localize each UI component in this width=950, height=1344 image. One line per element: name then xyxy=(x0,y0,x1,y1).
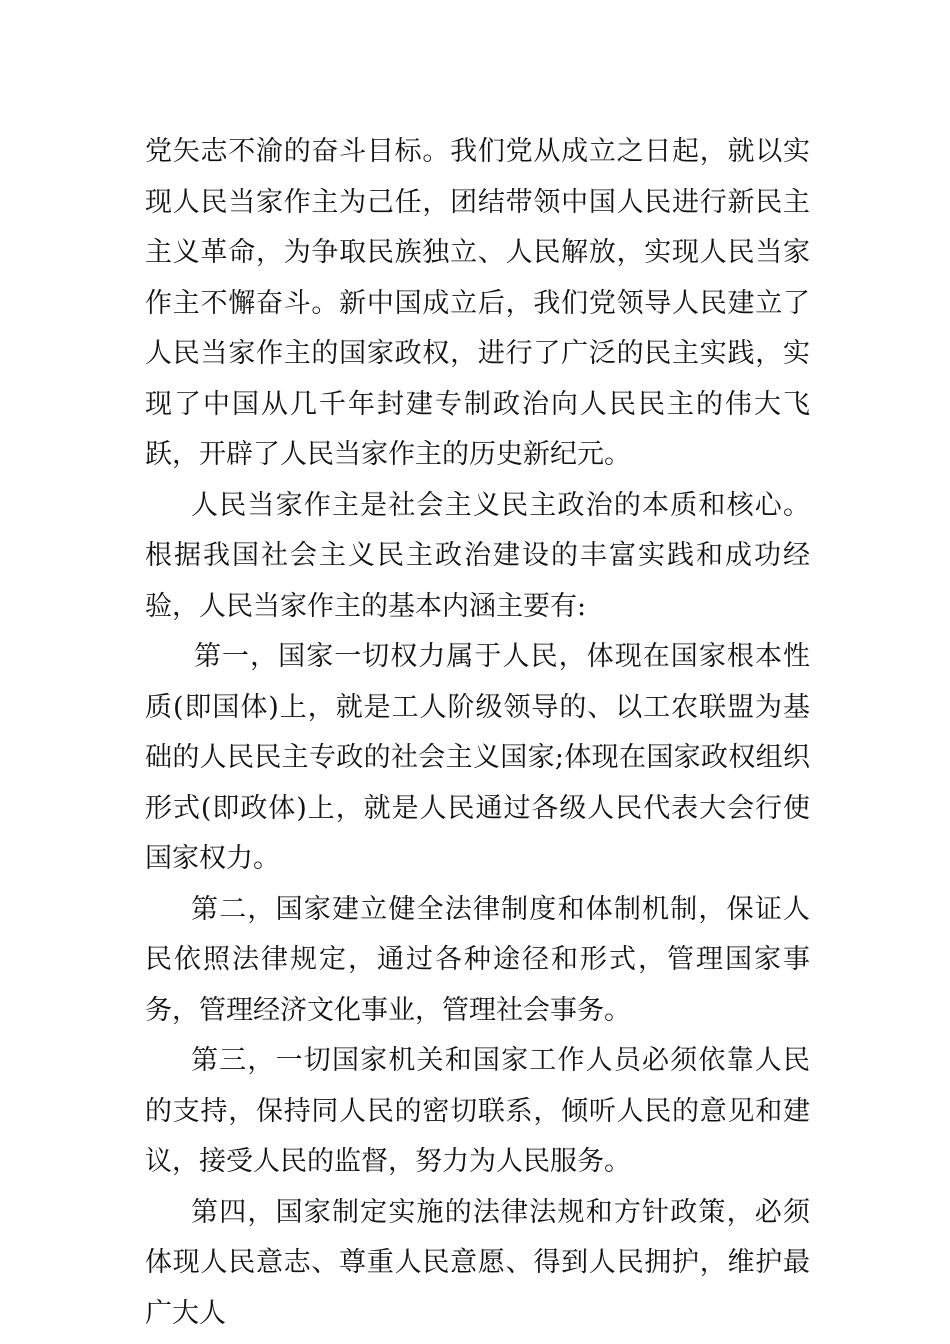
paragraph-essence: 人民当家作主是社会主义民主政治的本质和核心。根据我国社会主义民主政治建设的丰富实践和成功经验，人民当家作主的基本内涵主要有: xyxy=(145,489,810,622)
paragraph-point-four: 第四，国家制定实施的法律法规和方针政策，必须体现人民意志、尊重人民意愿、得到人民拥护，维护最广大人 xyxy=(145,1196,810,1329)
paragraph-point-three: 第三，一切国家机关和国家工作人员必须依靠人民的支持，保持同人民的密切联系，倾听人民的意见和建议，接受人民的监督，努力为人民服务。 xyxy=(145,1045,810,1177)
document-page xyxy=(145,127,810,1339)
paragraph-continued: 党矢志不渝的奋斗目标。我们党从成立之日起，就以实现人民当家作主为己任，团结带领中国人民进行新民主主义革命，为争取民族独立、人民解放，实现人民当家作主不懈奋斗。新中国成立后，我们党领导人民建立了人民当家作主的国家政权，进行了广泛的民主实践，实现了中国从几千年封建专制政治向人民民主的伟大飞跃，开辟了人民当家作主的历史新纪元。 xyxy=(145,136,810,470)
paragraph-point-two: 第二，国家建立健全法律制度和体制机制，保证人民依照法律规定，通过各种途径和形式，管理国家事务，管理经济文化事业，管理社会事务。 xyxy=(145,893,810,1026)
paragraph-point-one: 第一，国家一切权力属于人民，体现在国家根本性质(即国体)上，就是工人阶级领导的、以工农联盟为基础的人民民主专政的社会主义国家;体现在国家政权组织形式(即政体)上，就是人民通过各级人民代表大会行使国家权力。 xyxy=(145,641,810,874)
